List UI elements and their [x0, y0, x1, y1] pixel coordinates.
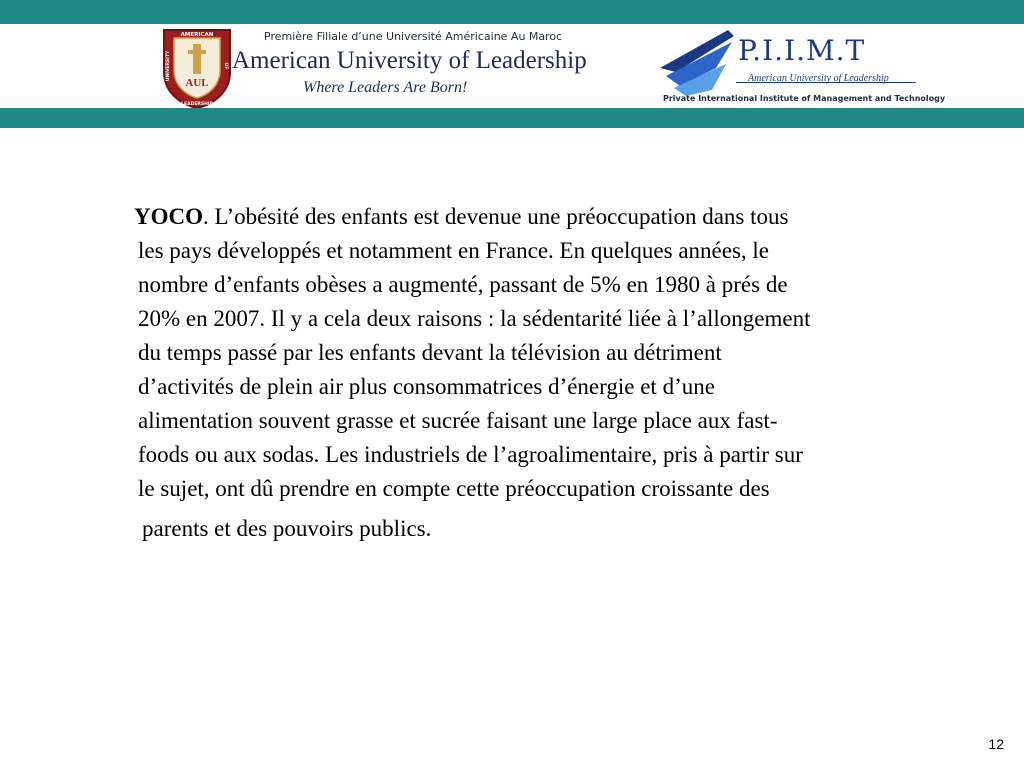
body-paragraph [134, 200, 978, 546]
aul-subtitle: Première Filiale d’une Université Américaine Au Maroc [264, 30, 563, 43]
aul-university-name: American University of Leadership [232, 47, 587, 74]
seal-bottom-text: LEADERSHIP [181, 102, 213, 107]
paragraph-line: alimentation souvent grasse et sucrée faisant une large place aux fast- [138, 408, 778, 433]
piimt-full-name: Private International Institute of Management and Technology [663, 94, 946, 103]
header-bottom-band [0, 108, 1024, 128]
paragraph-line: le sujet, ont dû prendre en compte cette préoccupation croissante des [138, 476, 770, 501]
top-band [0, 0, 1024, 24]
paragraph-line-text: . L’obésité des enfants est devenue une préoccupation dans tous [203, 204, 789, 229]
paragraph-line [134, 200, 978, 234]
paragraph-line: du temps passé par les enfants devant la télévision au détriment [138, 340, 722, 365]
seal-monogram: AUL [185, 77, 209, 89]
seal-left-text: UNIVERSITY [166, 50, 171, 82]
piimt-swoosh-logo [656, 28, 736, 98]
piimt-title: P.I.I.M.T [738, 34, 866, 67]
paragraph-line: d’activités de plein air plus consommatrices d’énergie et d’une [138, 374, 715, 399]
piimt-subtitle: American University of Leadership [748, 73, 889, 84]
aul-seal-logo [160, 26, 234, 110]
aul-tagline: Where Leaders Are Born! [303, 79, 468, 96]
paragraph-line: 20% en 2007. Il y a cela deux raisons : la sédentarité liée à l’allongement [138, 306, 811, 331]
seal-right-text: OF [223, 62, 228, 70]
paragraph-line: parents et des pouvoirs publics. [142, 516, 432, 541]
paragraph-line: foods ou aux sodas. Les industriels de l’agroalimentaire, pris à partir sur [138, 442, 803, 467]
paragraph-line: les pays développés et notamment en France. En quelques années, le [138, 238, 770, 263]
lead-term: YOCO [134, 204, 203, 229]
paragraph-line: nombre d’enfants obèses a augmenté, passant de 5% en 1980 à prés de [138, 272, 788, 297]
seal-top-text: AMERICAN [180, 32, 214, 38]
page-number: 12 [988, 736, 1004, 752]
